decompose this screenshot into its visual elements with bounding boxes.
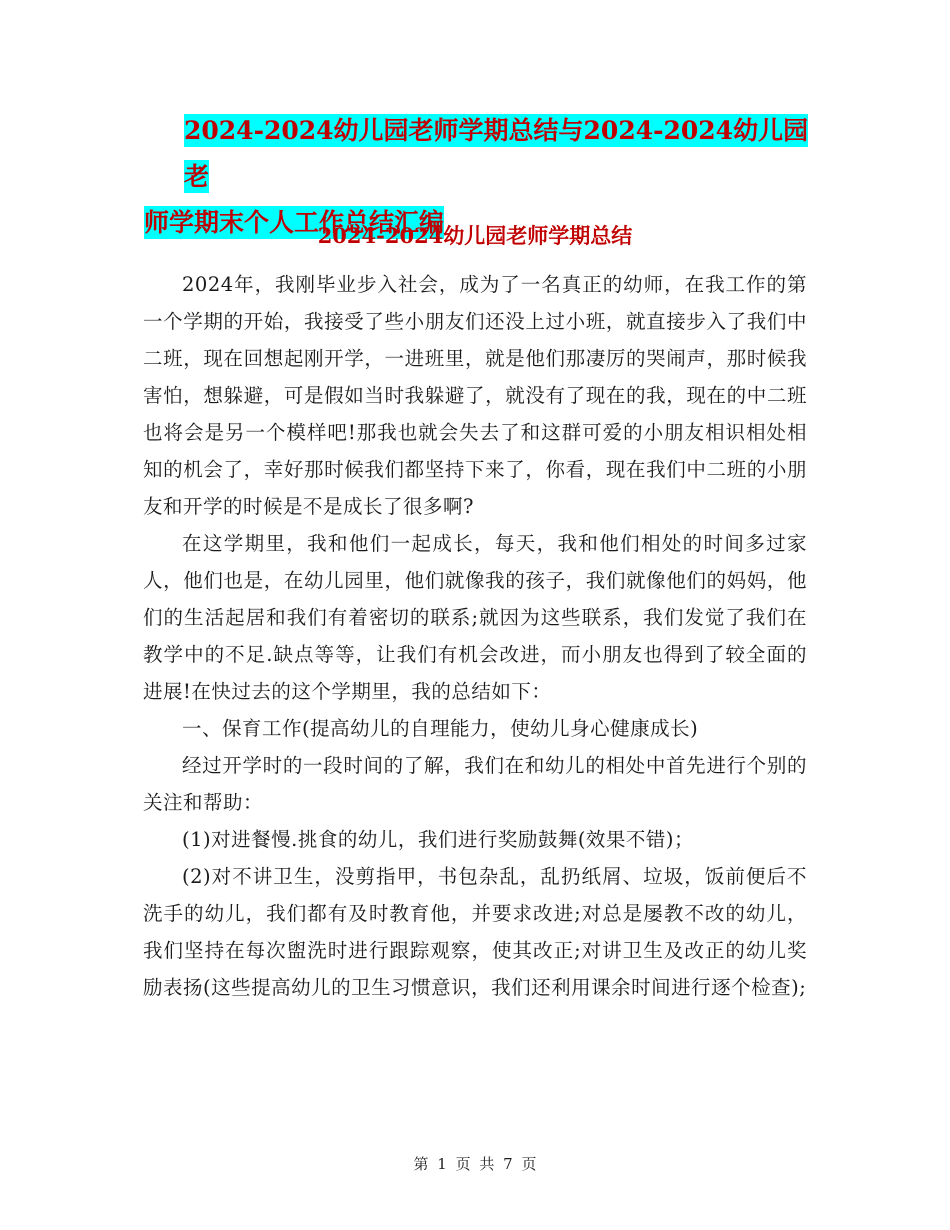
paragraph: (1)对进餐慢.挑食的幼儿，我们进行奖励鼓舞(效果不错)； (182, 828, 695, 851)
paragraph: 在这学期里，我和他们一起成长，每天，我和他们相处的时间多过家人，他们也是，在幼儿园里，他们就像我的孩子，我们就像他们的妈妈，他们的生活起居和我们有着密切的联系;就因为这些联系，我们发觉了我们在教学中的不足.缺点等等，让我们有机会改进，而小朋友也得到了较全面的进展!在快过去的这个学期里，我的总结如下： (143, 532, 807, 703)
title-line-1: 2024-2024幼儿园老师学期总结与2024-2024幼儿园老 (184, 116, 809, 191)
page-footer: 第 1 页 共 7 页 (413, 1155, 537, 1173)
paragraph: (2)对不讲卫生，没剪指甲，书包杂乱，乱扔纸屑、垃圾，饭前便后不洗手的幼儿，我们都有及时教育他，并要求改进;对总是屡教不改的幼儿，我们坚持在每次盥洗时进行跟踪观察，使其改正;对讲卫生及改正的幼儿奖励表扬(这些提高幼儿的卫生习惯意识，我们还利用课余时间进行逐个检查); (143, 865, 807, 999)
paragraph: 2024年，我刚毕业步入社会，成为了一名真正的幼师，在我工作的第一个学期的开始，我接受了些小朋友们还没上过小班，就直接步入了我们中二班，现在回想起刚开学，一进班里，就是他们那凄厉的哭闹声，那时候我害怕，想躲避，可是假如当时我躲避了，就没有了现在的我，现在的中二班也将会是另一个模样吧!那我也就会失去了和这群可爱的小朋友相识相处相知的机会了，幸好那时候我们都坚持下来了，你看，现在我们中二班的小朋友和开学的时候是不是成长了很多啊? (143, 273, 807, 518)
paragraph: 经过开学时的一段时间的了解，我们在和幼儿的相处中首先进行个别的关注和帮助： (143, 754, 807, 814)
body-text (143, 266, 807, 1006)
paragraph: 一、保育工作(提高幼儿的自理能力，使幼儿身心健康成长) (182, 717, 699, 740)
title-line-2: 师学期末个人工作总结汇编 (144, 208, 445, 237)
section-title: 2024-2024幼儿园老师学期总结 (317, 223, 633, 248)
